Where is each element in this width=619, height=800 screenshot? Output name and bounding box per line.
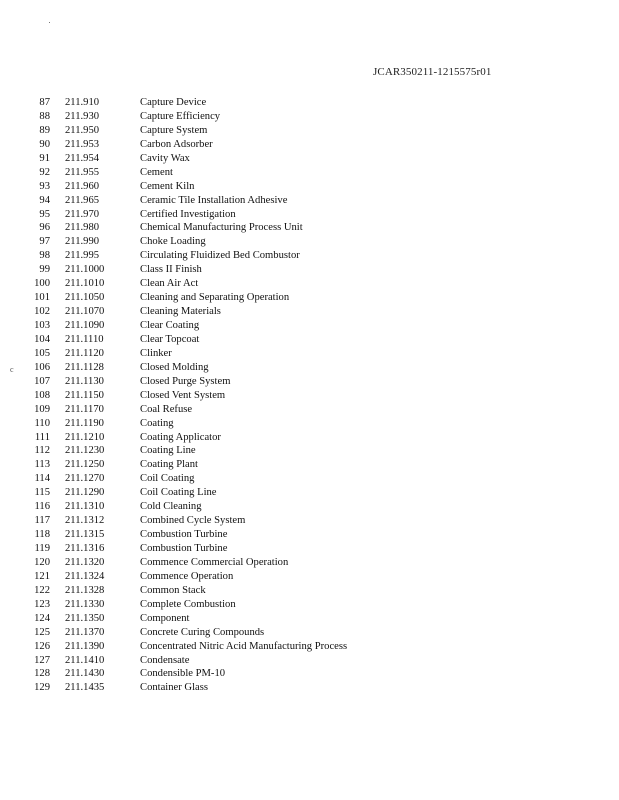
list-item <box>0 361 619 375</box>
line-number: 124 <box>34 612 50 624</box>
scan-speck <box>49 22 50 23</box>
section-number: 211.1250 <box>65 459 105 471</box>
list-item <box>0 333 619 347</box>
list-item <box>0 166 619 180</box>
line-number: 119 <box>34 543 50 554</box>
list-item <box>0 667 619 681</box>
defined-term: Combined Cycle System <box>140 515 246 527</box>
defined-term: Cement Kiln <box>140 180 195 192</box>
line-number: 125 <box>34 626 50 638</box>
line-number: 99 <box>39 264 50 276</box>
line-number: 90 <box>39 138 50 150</box>
line-number: 113 <box>34 459 50 471</box>
line-number: 87 <box>39 97 50 108</box>
line-number: 93 <box>39 180 50 192</box>
section-number: 211.1290 <box>65 487 105 499</box>
list-item <box>0 124 619 138</box>
list-item <box>0 654 619 668</box>
defined-term: Clean Air Act <box>140 278 199 290</box>
section-number: 211.1150 <box>65 389 104 401</box>
section-number: 211.1350 <box>65 612 105 624</box>
section-number: 211.1312 <box>65 515 105 527</box>
line-number: 104 <box>34 333 50 345</box>
list-item <box>0 542 619 556</box>
defined-term: Cold Cleaning <box>140 501 202 513</box>
section-number: 211.1430 <box>65 668 105 680</box>
line-number: 92 <box>39 166 50 178</box>
document-id: JCAR350211-1215575r01 <box>373 66 492 78</box>
defined-term: Carbon Adsorber <box>140 138 213 150</box>
defined-term: Cleaning and Separating Operation <box>140 292 290 304</box>
list-item <box>0 640 619 654</box>
section-number: 211.1010 <box>65 278 105 290</box>
defined-term: Ceramic Tile Installation Adhesive <box>140 194 288 206</box>
section-number: 211.1310 <box>65 501 105 513</box>
section-number: 211.1270 <box>65 473 105 485</box>
defined-term: Cement <box>140 166 173 178</box>
defined-term: Class II Finish <box>140 264 202 276</box>
defined-term: Choke Loading <box>140 236 206 248</box>
line-number: 112 <box>34 445 50 457</box>
defined-term: Clear Coating <box>140 320 200 331</box>
section-number: 211.955 <box>65 166 100 178</box>
line-number: 129 <box>34 682 50 694</box>
section-number: 211.965 <box>65 194 100 206</box>
section-number: 211.1050 <box>65 292 105 304</box>
list-item <box>0 458 619 472</box>
section-number: 211.990 <box>65 236 100 248</box>
list-item <box>0 403 619 417</box>
section-list <box>0 96 619 695</box>
section-number: 211.1128 <box>65 361 104 373</box>
list-item <box>0 486 619 500</box>
list-item <box>0 500 619 514</box>
defined-term: Coating Plant <box>140 459 198 471</box>
section-number: 211.1316 <box>65 543 105 554</box>
line-number: 89 <box>39 124 50 136</box>
line-number: 108 <box>34 389 50 401</box>
defined-term: Coal Refuse <box>140 403 193 415</box>
list-item <box>0 305 619 319</box>
defined-term: Cavity Wax <box>140 152 190 164</box>
defined-term: Clear Topcoat <box>140 333 200 345</box>
line-number: 120 <box>34 556 50 568</box>
line-number: 98 <box>39 250 50 262</box>
list-item <box>0 431 619 445</box>
list-item <box>0 110 619 124</box>
defined-term: Common Stack <box>140 584 206 596</box>
line-number: 91 <box>39 152 50 164</box>
section-number: 211.1410 <box>65 654 105 666</box>
list-item <box>0 249 619 263</box>
list-item <box>0 375 619 389</box>
line-number: 115 <box>34 487 50 499</box>
defined-term: Clinker <box>140 347 172 359</box>
list-item <box>0 263 619 277</box>
list-item <box>0 96 619 110</box>
list-item <box>0 444 619 458</box>
line-number: 122 <box>34 584 50 596</box>
section-number: 211.1110 <box>65 333 104 345</box>
line-number: 101 <box>34 292 50 304</box>
defined-term: Coating Line <box>140 445 196 457</box>
section-number: 211.1090 <box>65 320 105 331</box>
defined-term: Circulating Fluidized Bed Combustor <box>140 250 300 262</box>
list-item <box>0 598 619 612</box>
list-item <box>0 138 619 152</box>
line-number: 100 <box>34 278 50 290</box>
line-number: 103 <box>34 320 50 331</box>
list-item <box>0 626 619 640</box>
margin-mark: c <box>10 365 14 374</box>
defined-term: Coil Coating Line <box>140 487 217 499</box>
list-item <box>0 152 619 166</box>
defined-term: Capture System <box>140 124 208 136</box>
list-item <box>0 347 619 361</box>
line-number: 109 <box>34 403 50 415</box>
list-item <box>0 389 619 403</box>
list-item <box>0 221 619 235</box>
section-number: 211.1190 <box>65 417 104 429</box>
defined-term: Condensible PM-10 <box>140 668 226 680</box>
defined-term: Commence Operation <box>140 570 234 582</box>
defined-term: Coating <box>140 417 174 429</box>
line-number: 116 <box>34 501 50 513</box>
defined-term: Commence Commercial Operation <box>140 556 289 568</box>
section-number: 211.1130 <box>65 375 104 387</box>
line-number: 95 <box>39 208 50 220</box>
defined-term: Combustion Turbine <box>140 529 228 541</box>
line-number: 96 <box>39 222 50 234</box>
list-item <box>0 277 619 291</box>
section-number: 211.1320 <box>65 556 105 568</box>
defined-term: Concentrated Nitric Acid Manufacturing Process <box>140 640 348 652</box>
list-item <box>0 612 619 626</box>
section-number: 211.1390 <box>65 640 105 652</box>
section-number: 211.1370 <box>65 626 105 638</box>
list-item <box>0 194 619 208</box>
section-number: 211.1120 <box>65 347 104 359</box>
list-item <box>0 291 619 305</box>
section-number: 211.1070 <box>65 306 105 318</box>
defined-term: Complete Combustion <box>140 598 236 610</box>
defined-term: Concrete Curing Compounds <box>140 626 265 638</box>
line-number: 127 <box>34 654 50 666</box>
defined-term: Chemical Manufacturing Process Unit <box>140 222 303 234</box>
line-number: 107 <box>34 375 50 387</box>
list-item <box>0 472 619 486</box>
section-number: 211.950 <box>65 124 100 136</box>
section-number: 211.1435 <box>65 682 105 694</box>
list-item <box>0 235 619 249</box>
section-number: 211.1000 <box>65 264 105 276</box>
section-number: 211.1330 <box>65 598 105 610</box>
defined-term: Component <box>140 612 190 624</box>
defined-term: Closed Molding <box>140 361 209 373</box>
line-number: 123 <box>34 598 50 610</box>
line-number: 111 <box>34 431 50 443</box>
section-number: 211.1230 <box>65 445 105 457</box>
list-item <box>0 570 619 584</box>
section-number: 211.954 <box>65 152 100 164</box>
line-number: 114 <box>34 473 50 485</box>
section-number: 211.1170 <box>65 403 104 415</box>
line-number: 94 <box>39 194 50 206</box>
section-number: 211.995 <box>65 250 100 262</box>
list-item <box>0 417 619 431</box>
defined-term: Container Glass <box>140 682 208 694</box>
section-number: 211.1324 <box>65 570 105 582</box>
line-number: 88 <box>39 110 50 122</box>
section-number: 211.960 <box>65 180 100 192</box>
line-number: 121 <box>34 570 50 582</box>
section-number: 211.930 <box>65 110 100 122</box>
section-number: 211.980 <box>65 222 100 234</box>
line-number: 126 <box>34 640 50 652</box>
defined-term: Condensate <box>140 654 190 666</box>
line-number: 105 <box>34 347 50 359</box>
defined-term: Combustion Turbine <box>140 543 228 554</box>
list-item <box>0 556 619 570</box>
defined-term: Closed Vent System <box>140 389 226 401</box>
defined-term: Capture Efficiency <box>140 110 221 122</box>
line-number: 117 <box>34 515 50 527</box>
line-number: 106 <box>34 361 50 373</box>
line-number: 110 <box>34 417 50 429</box>
defined-term: Coating Applicator <box>140 431 221 443</box>
list-item <box>0 514 619 528</box>
line-number: 128 <box>34 668 50 680</box>
section-number: 211.953 <box>65 138 100 150</box>
section-number: 211.1328 <box>65 584 105 596</box>
list-item <box>0 584 619 598</box>
list-item <box>0 528 619 542</box>
defined-term: Coil Coating <box>140 473 195 485</box>
section-number: 211.1315 <box>65 529 105 541</box>
section-number: 211.910 <box>65 97 100 108</box>
defined-term: Capture Device <box>140 97 207 108</box>
defined-term: Certified Investigation <box>140 208 236 220</box>
list-item <box>0 681 619 695</box>
line-number: 118 <box>34 529 50 541</box>
line-number: 97 <box>39 236 50 248</box>
section-number: 211.970 <box>65 208 100 220</box>
list-item <box>0 208 619 222</box>
line-number: 102 <box>34 306 50 318</box>
defined-term: Closed Purge System <box>140 375 231 387</box>
list-item <box>0 180 619 194</box>
defined-term: Cleaning Materials <box>140 306 221 318</box>
list-item <box>0 319 619 333</box>
section-number: 211.1210 <box>65 431 105 443</box>
